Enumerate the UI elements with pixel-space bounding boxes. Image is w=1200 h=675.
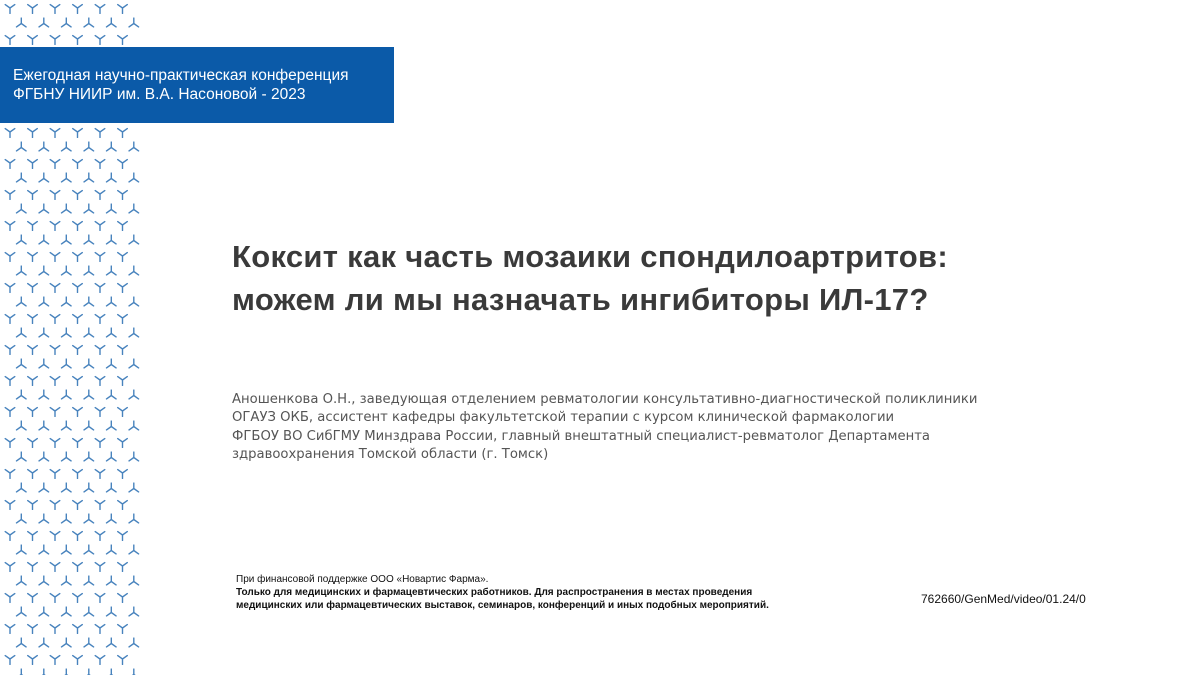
y-molecule-icon bbox=[129, 266, 139, 275]
y-molecule-icon bbox=[73, 563, 83, 572]
y-molecule-icon bbox=[118, 594, 128, 603]
y-molecule-icon bbox=[16, 359, 26, 368]
y-molecule-icon bbox=[129, 483, 139, 492]
y-molecule-icon bbox=[39, 514, 49, 523]
presentation-title bbox=[232, 235, 1132, 321]
y-molecule-icon bbox=[84, 328, 94, 337]
y-molecule-icon bbox=[129, 390, 139, 399]
y-molecule-icon bbox=[84, 359, 94, 368]
y-molecule-icon bbox=[50, 625, 60, 634]
y-molecule-icon bbox=[107, 669, 117, 675]
y-molecule-icon bbox=[16, 669, 26, 675]
y-molecule-icon bbox=[28, 346, 38, 355]
y-molecule-icon bbox=[50, 408, 60, 417]
y-molecule-icon bbox=[129, 328, 139, 337]
y-molecule-icon bbox=[62, 452, 72, 461]
y-molecule-icon bbox=[118, 5, 128, 14]
y-molecule-icon bbox=[73, 625, 83, 634]
y-molecule-icon bbox=[118, 129, 128, 138]
y-molecule-icon bbox=[129, 297, 139, 306]
y-molecule-icon bbox=[28, 439, 38, 448]
y-molecule-icon bbox=[5, 439, 15, 448]
y-molecule-icon bbox=[73, 656, 83, 665]
y-molecule-icon bbox=[16, 173, 26, 182]
y-molecule-icon bbox=[95, 253, 105, 262]
y-molecule-icon bbox=[50, 656, 60, 665]
y-molecule-icon bbox=[118, 470, 128, 479]
y-molecule-icon bbox=[84, 235, 94, 244]
y-molecule-icon bbox=[95, 408, 105, 417]
y-molecule-icon bbox=[95, 594, 105, 603]
y-molecule-icon bbox=[118, 284, 128, 293]
y-molecule-icon bbox=[28, 160, 38, 169]
y-molecule-icon bbox=[62, 142, 72, 151]
y-molecule-icon bbox=[62, 297, 72, 306]
y-molecule-icon bbox=[16, 514, 26, 523]
y-molecule-icon bbox=[28, 594, 38, 603]
y-molecule-icon bbox=[39, 297, 49, 306]
y-molecule-icon bbox=[39, 18, 49, 27]
y-molecule-icon bbox=[28, 5, 38, 14]
y-molecule-icon bbox=[5, 501, 15, 510]
y-molecule-icon bbox=[62, 545, 72, 554]
y-molecule-icon bbox=[84, 669, 94, 675]
y-molecule-icon bbox=[16, 18, 26, 27]
y-molecule-icon bbox=[118, 625, 128, 634]
y-molecule-icon bbox=[5, 625, 15, 634]
y-molecule-icon bbox=[129, 204, 139, 213]
y-molecule-icon bbox=[28, 36, 38, 45]
y-molecule-icon bbox=[28, 470, 38, 479]
y-molecule-icon bbox=[84, 18, 94, 27]
y-molecule-icon bbox=[84, 514, 94, 523]
y-molecule-icon bbox=[16, 142, 26, 151]
conference-name: Ежегодная научно-практическая конференция bbox=[13, 67, 349, 84]
y-molecule-icon bbox=[73, 222, 83, 231]
y-molecule-icon bbox=[28, 532, 38, 541]
y-molecule-icon bbox=[5, 408, 15, 417]
y-molecule-icon bbox=[95, 377, 105, 386]
y-molecule-icon bbox=[118, 36, 128, 45]
y-molecule-icon bbox=[129, 576, 139, 585]
y-molecule-icon bbox=[84, 638, 94, 647]
y-molecule-icon bbox=[16, 452, 26, 461]
y-molecule-icon bbox=[28, 501, 38, 510]
y-molecule-icon bbox=[129, 452, 139, 461]
y-molecule-icon bbox=[28, 315, 38, 324]
y-molecule-icon bbox=[73, 346, 83, 355]
y-molecule-icon bbox=[62, 421, 72, 430]
y-molecule-icon bbox=[39, 142, 49, 151]
y-molecule-icon bbox=[5, 160, 15, 169]
y-molecule-icon bbox=[129, 669, 139, 675]
author-line-1: Аношенкова О.Н., заведующая отделением ревматологии консультативно-диагностической поликлиники bbox=[232, 392, 978, 407]
y-molecule-icon bbox=[62, 669, 72, 675]
y-molecule-icon bbox=[50, 191, 60, 200]
y-molecule-icon bbox=[73, 5, 83, 14]
y-molecule-icon bbox=[39, 235, 49, 244]
y-molecule-icon bbox=[107, 204, 117, 213]
y-molecule-icon bbox=[39, 328, 49, 337]
y-molecule-icon bbox=[73, 377, 83, 386]
y-molecule-icon bbox=[62, 173, 72, 182]
y-molecule-icon bbox=[84, 204, 94, 213]
y-molecule-icon bbox=[16, 297, 26, 306]
y-molecule-icon bbox=[50, 253, 60, 262]
y-molecule-icon bbox=[84, 142, 94, 151]
disclaimer bbox=[236, 573, 836, 612]
y-molecule-icon bbox=[50, 377, 60, 386]
y-molecule-icon bbox=[129, 638, 139, 647]
y-molecule-icon bbox=[39, 173, 49, 182]
y-molecule-icon bbox=[62, 204, 72, 213]
y-molecule-icon bbox=[84, 390, 94, 399]
y-molecule-icon bbox=[73, 470, 83, 479]
y-molecule-icon bbox=[16, 328, 26, 337]
y-molecule-icon bbox=[107, 359, 117, 368]
y-molecule-icon bbox=[73, 439, 83, 448]
y-molecule-icon bbox=[107, 421, 117, 430]
y-molecule-icon bbox=[39, 607, 49, 616]
y-molecule-icon bbox=[62, 576, 72, 585]
y-molecule-icon bbox=[5, 532, 15, 541]
y-molecule-icon bbox=[107, 173, 117, 182]
y-molecule-icon bbox=[16, 421, 26, 430]
y-molecule-icon bbox=[95, 5, 105, 14]
y-molecule-icon bbox=[84, 297, 94, 306]
y-molecule-icon bbox=[28, 222, 38, 231]
y-molecule-icon bbox=[129, 173, 139, 182]
y-molecule-icon bbox=[107, 514, 117, 523]
conference-banner bbox=[0, 47, 394, 123]
y-molecule-icon bbox=[84, 607, 94, 616]
y-molecule-icon bbox=[16, 483, 26, 492]
y-molecule-icon bbox=[5, 656, 15, 665]
y-molecule-icon bbox=[95, 284, 105, 293]
y-molecule-icon bbox=[95, 129, 105, 138]
restriction-line-2: медицинских или фармацевтических выставок, семинаров, конференций и иных подобных мероприятий. bbox=[236, 600, 769, 611]
author-info bbox=[232, 391, 1112, 464]
y-molecule-icon bbox=[50, 5, 60, 14]
y-molecule-icon bbox=[129, 142, 139, 151]
y-molecule-icon bbox=[39, 359, 49, 368]
y-molecule-icon bbox=[5, 191, 15, 200]
y-molecule-icon bbox=[5, 253, 15, 262]
y-molecule-icon bbox=[50, 346, 60, 355]
y-molecule-icon bbox=[95, 346, 105, 355]
y-molecule-icon bbox=[107, 142, 117, 151]
y-molecule-icon bbox=[95, 315, 105, 324]
y-molecule-icon bbox=[73, 284, 83, 293]
y-molecule-icon bbox=[95, 625, 105, 634]
y-molecule-icon bbox=[95, 656, 105, 665]
y-molecule-icon bbox=[107, 266, 117, 275]
y-molecule-icon bbox=[107, 638, 117, 647]
y-molecule-icon bbox=[50, 284, 60, 293]
y-molecule-icon bbox=[129, 359, 139, 368]
y-molecule-icon bbox=[73, 408, 83, 417]
y-molecule-icon bbox=[5, 377, 15, 386]
y-molecule-icon bbox=[5, 5, 15, 14]
y-molecule-icon bbox=[129, 514, 139, 523]
y-molecule-icon bbox=[73, 253, 83, 262]
y-molecule-icon bbox=[118, 563, 128, 572]
y-molecule-icon bbox=[107, 235, 117, 244]
y-molecule-icon bbox=[129, 421, 139, 430]
y-molecule-icon bbox=[73, 160, 83, 169]
y-molecule-icon bbox=[50, 315, 60, 324]
y-molecule-icon bbox=[107, 297, 117, 306]
y-molecule-icon bbox=[50, 129, 60, 138]
y-molecule-icon bbox=[95, 191, 105, 200]
y-molecule-icon bbox=[39, 669, 49, 675]
y-molecule-icon bbox=[62, 483, 72, 492]
y-molecule-icon bbox=[107, 390, 117, 399]
y-molecule-icon bbox=[5, 315, 15, 324]
y-molecule-icon bbox=[107, 483, 117, 492]
y-molecule-icon bbox=[107, 328, 117, 337]
y-molecule-icon bbox=[28, 625, 38, 634]
y-molecule-icon bbox=[62, 607, 72, 616]
y-molecule-icon bbox=[73, 315, 83, 324]
y-molecule-icon bbox=[50, 36, 60, 45]
y-molecule-icon bbox=[107, 18, 117, 27]
y-molecule-icon bbox=[84, 452, 94, 461]
y-molecule-icon bbox=[50, 470, 60, 479]
y-molecule-icon bbox=[118, 222, 128, 231]
y-molecule-icon bbox=[39, 421, 49, 430]
y-molecule-icon bbox=[28, 377, 38, 386]
y-molecule-icon bbox=[73, 129, 83, 138]
y-molecule-icon bbox=[28, 408, 38, 417]
y-molecule-icon bbox=[50, 501, 60, 510]
y-molecule-icon bbox=[118, 346, 128, 355]
y-molecule-icon bbox=[95, 532, 105, 541]
y-molecule-icon bbox=[73, 501, 83, 510]
author-line-2: ОГАУЗ ОКБ, ассистент кафедры факультетской терапии с курсом клинической фармакологии bbox=[232, 410, 895, 426]
y-molecule-icon bbox=[39, 204, 49, 213]
y-molecule-icon bbox=[107, 576, 117, 585]
y-molecule-icon bbox=[62, 235, 72, 244]
y-molecule-icon bbox=[50, 439, 60, 448]
restriction-line-1: Только для медицинских и фармацевтических работников. Для распространения в местах проведения bbox=[236, 587, 753, 598]
y-molecule-icon bbox=[16, 576, 26, 585]
y-molecule-icon bbox=[16, 266, 26, 275]
author-line-4: здравоохранения Томской области (г. Томск) bbox=[232, 446, 549, 462]
y-molecule-icon bbox=[107, 452, 117, 461]
sponsor-note: При финансовой поддержке ООО «Новартис Фарма». bbox=[236, 574, 489, 585]
y-molecule-icon bbox=[73, 191, 83, 200]
y-molecule-icon bbox=[39, 545, 49, 554]
y-molecule-icon bbox=[16, 390, 26, 399]
y-molecule-icon bbox=[39, 638, 49, 647]
y-molecule-icon bbox=[107, 607, 117, 616]
y-molecule-icon bbox=[118, 408, 128, 417]
y-molecule-icon bbox=[5, 594, 15, 603]
y-molecule-icon bbox=[62, 18, 72, 27]
y-molecule-icon bbox=[84, 421, 94, 430]
y-molecule-icon bbox=[62, 390, 72, 399]
y-molecule-icon bbox=[62, 328, 72, 337]
y-molecule-icon bbox=[129, 18, 139, 27]
y-molecule-icon bbox=[73, 532, 83, 541]
y-molecule-icon bbox=[118, 501, 128, 510]
author-line-3: ФГБОУ ВО СибГМУ Минздрава России, главный внештатный специалист-ревматолог Департамента bbox=[232, 428, 930, 444]
y-molecule-icon bbox=[39, 483, 49, 492]
y-molecule-icon bbox=[5, 222, 15, 231]
title-line-1: Коксит как часть мозаики спондилоартритов: bbox=[232, 239, 949, 274]
y-molecule-icon bbox=[28, 191, 38, 200]
y-molecule-icon bbox=[84, 545, 94, 554]
y-molecule-icon bbox=[50, 532, 60, 541]
document-code: 762660/GenMed/video/01.24/0 bbox=[921, 592, 1086, 606]
y-molecule-icon bbox=[28, 253, 38, 262]
y-molecule-icon bbox=[84, 266, 94, 275]
y-molecule-icon bbox=[16, 607, 26, 616]
y-molecule-icon bbox=[5, 129, 15, 138]
y-molecule-icon bbox=[50, 160, 60, 169]
y-molecule-icon bbox=[118, 532, 128, 541]
title-line-2: можем ли мы назначать ингибиторы ИЛ-17? bbox=[232, 282, 929, 317]
y-molecule-icon bbox=[129, 607, 139, 616]
y-molecule-icon bbox=[107, 545, 117, 554]
y-molecule-icon bbox=[5, 36, 15, 45]
y-molecule-icon bbox=[73, 594, 83, 603]
y-molecule-icon bbox=[50, 222, 60, 231]
y-molecule-icon bbox=[39, 390, 49, 399]
y-molecule-icon bbox=[84, 483, 94, 492]
y-molecule-icon bbox=[118, 377, 128, 386]
y-molecule-icon bbox=[39, 452, 49, 461]
y-molecule-icon bbox=[39, 266, 49, 275]
y-molecule-icon bbox=[95, 470, 105, 479]
y-molecule-icon bbox=[118, 253, 128, 262]
y-molecule-icon bbox=[118, 315, 128, 324]
y-molecule-icon bbox=[16, 235, 26, 244]
y-molecule-icon bbox=[16, 545, 26, 554]
y-molecule-icon bbox=[118, 191, 128, 200]
y-molecule-icon bbox=[95, 222, 105, 231]
y-molecule-icon bbox=[5, 563, 15, 572]
y-molecule-icon bbox=[50, 563, 60, 572]
y-molecule-icon bbox=[84, 173, 94, 182]
y-molecule-icon bbox=[62, 638, 72, 647]
y-molecule-icon bbox=[39, 576, 49, 585]
y-molecule-icon bbox=[28, 563, 38, 572]
y-molecule-icon bbox=[16, 638, 26, 647]
y-molecule-icon bbox=[62, 266, 72, 275]
y-molecule-icon bbox=[28, 656, 38, 665]
y-molecule-icon bbox=[84, 576, 94, 585]
y-molecule-icon bbox=[28, 129, 38, 138]
y-molecule-icon bbox=[95, 563, 105, 572]
y-molecule-icon bbox=[5, 470, 15, 479]
y-molecule-icon bbox=[95, 439, 105, 448]
y-molecule-icon bbox=[16, 204, 26, 213]
y-molecule-icon bbox=[28, 284, 38, 293]
y-molecule-icon bbox=[62, 514, 72, 523]
conference-organizer: ФГБНУ НИИР им. В.А. Насоновой - 2023 bbox=[13, 86, 306, 103]
y-molecule-icon bbox=[50, 594, 60, 603]
y-molecule-icon bbox=[62, 359, 72, 368]
y-molecule-icon bbox=[95, 160, 105, 169]
y-molecule-icon bbox=[129, 235, 139, 244]
y-molecule-icon bbox=[95, 36, 105, 45]
y-molecule-icon bbox=[129, 545, 139, 554]
y-molecule-icon bbox=[118, 656, 128, 665]
y-molecule-icon bbox=[73, 36, 83, 45]
y-molecule-icon bbox=[5, 346, 15, 355]
y-molecule-icon bbox=[5, 284, 15, 293]
y-molecule-icon bbox=[118, 439, 128, 448]
y-molecule-icon bbox=[95, 501, 105, 510]
y-molecule-icon bbox=[118, 160, 128, 169]
